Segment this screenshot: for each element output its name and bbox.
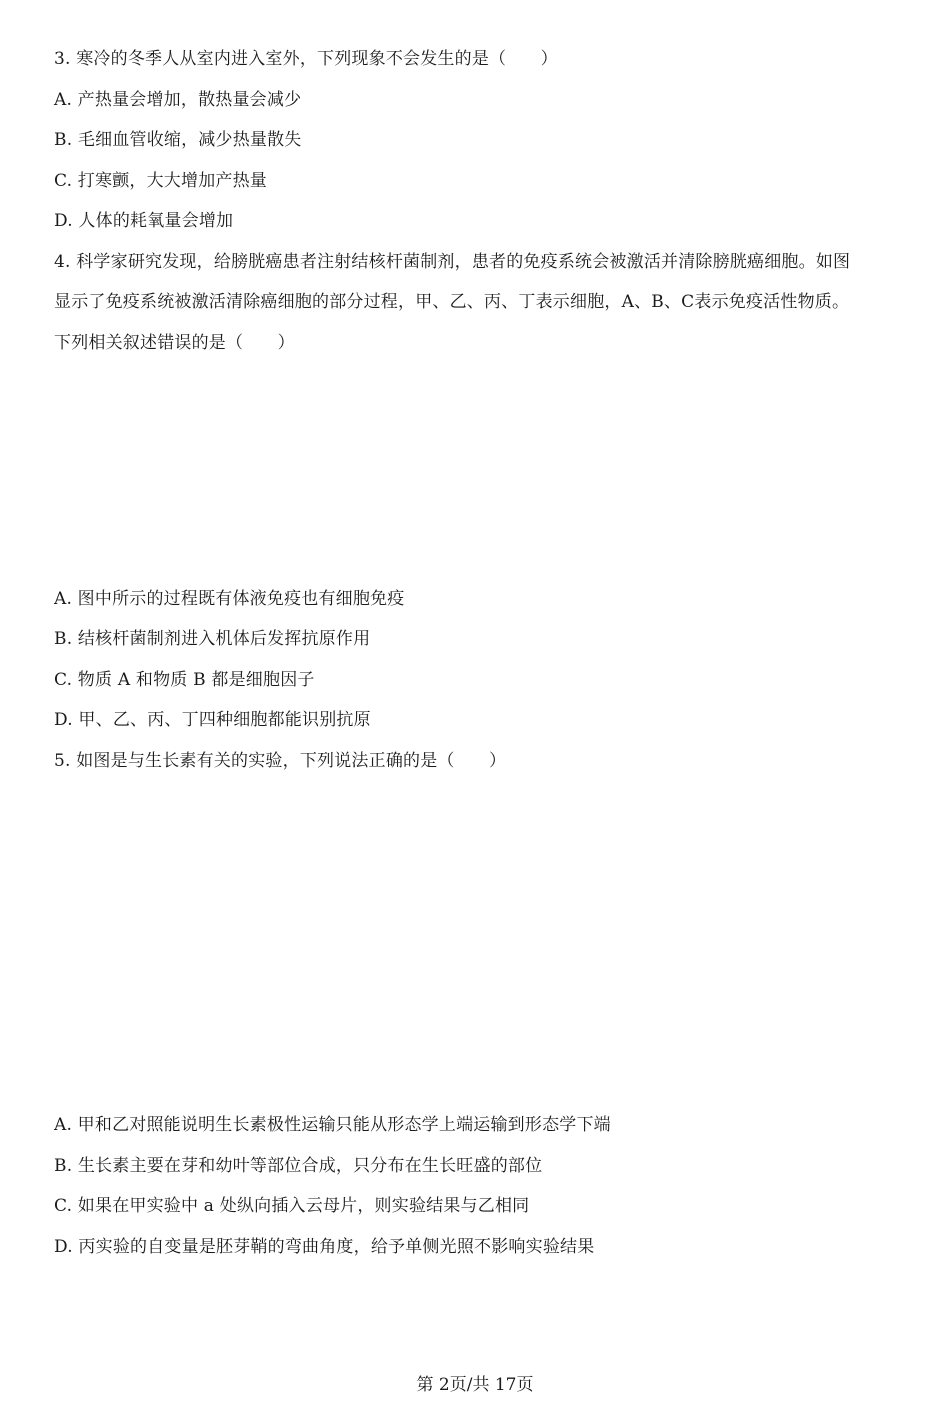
question-3-option-d: D. 人体的耗氧量会增加 [54,211,234,231]
question-3-option-a: A. 产热量会增加，散热量会减少 [54,90,302,110]
page-number: 第 2页/共 17页 [416,1375,534,1395]
question-4-option-c: C. 物质 A 和物质 B 都是细胞因子 [54,670,315,690]
question-5-stem: 5. 如图是与生长素有关的实验，下列说法正确的是（ ） [54,751,507,771]
question-4-stem-line-2: 显示了免疫系统被激活清除癌细胞的部分过程，甲、乙、丙、丁表示细胞，A、B、C表示免疫活性物质。 [54,292,850,312]
question-4-stem-line-1: 4. 科学家研究发现，给膀胱癌患者注射结核杆菌制剂，患者的免疫系统会被激活并清除膀胱癌细胞。如图 [54,252,851,272]
question-3-stem: 3. 寒冷的冬季人从室内进入室外，下列现象不会发生的是（ ） [54,49,558,69]
question-4-figure-area [54,368,894,576]
question-3-option-c: C. 打寒颤，大大增加产热量 [54,171,268,191]
question-5-option-d: D. 丙实验的自变量是胚芽鞘的弯曲角度，给予单侧光照不影响实验结果 [54,1237,595,1257]
question-3-option-b: B. 毛细血管收缩，减少热量散失 [54,130,302,150]
question-4-option-d: D. 甲、乙、丙、丁四种细胞都能识别抗原 [54,710,371,730]
question-5-option-c: C. 如果在甲实验中 a 处纵向插入云母片，则实验结果与乙相同 [54,1196,530,1216]
question-5-option-a: A. 甲和乙对照能说明生长素极性运输只能从形态学上端运输到形态学下端 [54,1115,611,1135]
question-4-option-a: A. 图中所示的过程既有体液免疫也有细胞免疫 [54,589,405,609]
question-5-figure-area [54,786,894,1104]
question-4-option-b: B. 结核杆菌制剂进入机体后发挥抗原作用 [54,629,371,649]
question-5-option-b: B. 生长素主要在芽和幼叶等部位合成，只分布在生长旺盛的部位 [54,1156,543,1176]
question-4-stem-line-3: 下列相关叙述错误的是（ ） [54,333,295,353]
